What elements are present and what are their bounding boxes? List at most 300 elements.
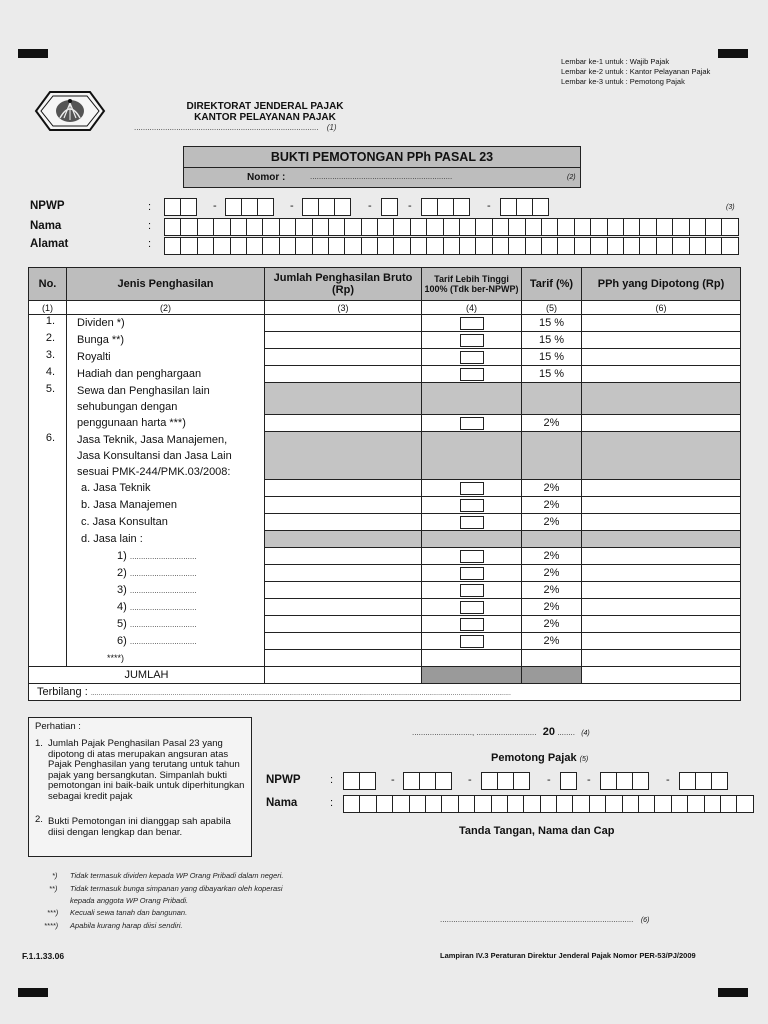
- pph-cell[interactable]: [582, 650, 741, 667]
- char-box[interactable]: [672, 237, 689, 255]
- row-no: [29, 650, 67, 667]
- char-box[interactable]: [623, 237, 640, 255]
- lembar-1: Lembar ke-1 untuk : Wajib Pajak: [561, 57, 670, 66]
- row-label-line: sesuai PMK-244/PMK.03/2008:: [67, 464, 265, 480]
- checkbox[interactable]: [460, 516, 484, 529]
- char-box[interactable]: [523, 795, 540, 813]
- npwp-field-6[interactable]: [500, 198, 548, 216]
- alamat-colon: :: [148, 238, 152, 250]
- char-box[interactable]: [197, 218, 214, 236]
- bruto-cell[interactable]: [265, 633, 422, 650]
- pph-cell[interactable]: [582, 315, 741, 332]
- nomor-dots: ................................................................: [310, 172, 453, 181]
- char-box[interactable]: [361, 237, 378, 255]
- char-box[interactable]: [262, 218, 279, 236]
- perhatian-box: [28, 717, 252, 857]
- table-row: [29, 315, 741, 332]
- char-box[interactable]: [492, 218, 509, 236]
- jumlah-pph-cell[interactable]: [582, 667, 741, 684]
- col-num: (1): [29, 301, 67, 315]
- char-box[interactable]: [410, 237, 427, 255]
- char-box[interactable]: [459, 218, 476, 236]
- char-box[interactable]: [492, 237, 509, 255]
- col-num: (5): [522, 301, 582, 315]
- jumlah-label: JUMLAH: [29, 667, 265, 684]
- pemotong-npwp-field-5[interactable]: [600, 772, 648, 790]
- char-box[interactable]: [262, 237, 279, 255]
- tarif-lebih-cell[interactable]: [422, 415, 522, 432]
- char-box[interactable]: [721, 218, 738, 236]
- row-no: 2.: [29, 332, 67, 349]
- char-box[interactable]: [230, 218, 247, 236]
- tarif-lebih-cell[interactable]: [422, 616, 522, 633]
- char-box[interactable]: [197, 237, 214, 255]
- char-box[interactable]: [164, 237, 181, 255]
- org-heading: [160, 101, 370, 123]
- char-box[interactable]: [607, 237, 624, 255]
- char-box[interactable]: [574, 218, 591, 236]
- npwp-field-5[interactable]: [421, 198, 469, 216]
- row-no: [29, 548, 67, 565]
- tarif-cell: 2%: [522, 582, 582, 599]
- pph-cell[interactable]: [582, 332, 741, 349]
- char-box[interactable]: [459, 237, 476, 255]
- char-box[interactable]: [312, 218, 329, 236]
- checkbox[interactable]: [460, 334, 484, 347]
- pph-cell[interactable]: [582, 616, 741, 633]
- office-name: KANTOR PELAYANAN PAJAK: [194, 112, 336, 123]
- jasa-lain-dots: ..............................: [129, 551, 197, 561]
- footnote-mark: *): [52, 871, 58, 880]
- kpp-name-field[interactable]: [134, 123, 337, 132]
- nomor-ref: (2): [567, 174, 576, 181]
- checkbox[interactable]: [460, 417, 484, 430]
- char-box[interactable]: [540, 795, 557, 813]
- year-label: 20: [542, 726, 555, 738]
- tarif-lebih-cell[interactable]: [422, 565, 522, 582]
- char-box[interactable]: [557, 237, 574, 255]
- row-label-line: penggunaan harta ***): [67, 415, 265, 432]
- jasa-lain-item[interactable]: [67, 616, 265, 633]
- pph-cell[interactable]: [582, 565, 741, 582]
- char-box[interactable]: [689, 237, 706, 255]
- char-box[interactable]: [639, 237, 656, 255]
- tarif-lebih-cell[interactable]: [422, 315, 522, 332]
- char-box[interactable]: [295, 218, 312, 236]
- tarif-cell: 2%: [522, 497, 582, 514]
- char-box[interactable]: [359, 795, 376, 813]
- char-box[interactable]: [671, 795, 688, 813]
- npwp-dash: -: [290, 200, 294, 212]
- pph-cell[interactable]: [582, 548, 741, 565]
- jasa-lain-item[interactable]: [67, 599, 265, 616]
- char-box[interactable]: [574, 237, 591, 255]
- table-row: [29, 650, 741, 667]
- npwp-dash: -: [666, 774, 670, 786]
- checkbox[interactable]: [460, 618, 484, 631]
- pph-cell[interactable]: [582, 582, 741, 599]
- jasa-lain-num: 6): [117, 634, 127, 647]
- npwp-dash: -: [487, 200, 491, 212]
- char-box[interactable]: [687, 795, 704, 813]
- row-label: Royalti: [67, 349, 265, 366]
- pemotong-npwp-field-2[interactable]: [403, 772, 451, 790]
- char-box[interactable]: [525, 237, 542, 255]
- char-box[interactable]: [689, 218, 706, 236]
- row-no: [29, 616, 67, 633]
- grey-cell: [422, 667, 522, 684]
- char-box[interactable]: [426, 237, 443, 255]
- char-box[interactable]: [704, 795, 721, 813]
- char-box[interactable]: [474, 795, 491, 813]
- jasa-lain-item[interactable]: [67, 633, 265, 650]
- char-box[interactable]: [279, 237, 296, 255]
- char-box[interactable]: [590, 237, 607, 255]
- grey-cell: [522, 667, 582, 684]
- empty-cell: [422, 650, 522, 667]
- char-box[interactable]: [491, 795, 508, 813]
- char-box[interactable]: [164, 218, 181, 236]
- char-box[interactable]: [589, 795, 606, 813]
- pemotong-npwp-label: NPWP: [266, 774, 301, 786]
- pph-cell[interactable]: [582, 514, 741, 531]
- footnote-2-cont: kepada anggota WP Orang Pribadi.: [70, 896, 189, 905]
- char-box[interactable]: [541, 237, 558, 255]
- tarif-cell: 2%: [522, 514, 582, 531]
- char-box[interactable]: [376, 795, 393, 813]
- signature-field[interactable]: [440, 909, 649, 927]
- table-row: [29, 582, 741, 599]
- char-box[interactable]: [392, 795, 409, 813]
- char-box[interactable]: [443, 237, 460, 255]
- char-box[interactable]: [180, 237, 197, 255]
- checkbox[interactable]: [460, 368, 484, 381]
- table-row: [29, 633, 741, 650]
- row-no: [29, 582, 67, 599]
- pemotong-npwp-field-3[interactable]: [481, 772, 529, 790]
- char-box[interactable]: [441, 795, 458, 813]
- char-box[interactable]: [475, 237, 492, 255]
- grey-cell: [522, 531, 582, 548]
- bruto-cell[interactable]: [265, 497, 422, 514]
- footnote-mark: ****): [44, 921, 59, 930]
- char-box[interactable]: [393, 218, 410, 236]
- bruto-cell[interactable]: [265, 514, 422, 531]
- footnote-mark: ***): [47, 908, 59, 917]
- npwp-colon: :: [148, 201, 152, 213]
- row-no: [29, 497, 67, 514]
- table-row: [29, 514, 741, 531]
- npwp-label: NPWP: [30, 200, 65, 212]
- char-box[interactable]: [654, 795, 671, 813]
- row-no: 4.: [29, 366, 67, 383]
- char-box[interactable]: [705, 237, 722, 255]
- jasa-lain-item[interactable]: [67, 548, 265, 565]
- year-dots: ........: [557, 728, 575, 737]
- char-box[interactable]: [508, 237, 525, 255]
- grey-cell: [422, 383, 522, 415]
- tarif-lebih-cell[interactable]: [422, 332, 522, 349]
- org-name: DIREKTORAT JENDERAL PAJAK: [186, 101, 344, 112]
- char-box[interactable]: [605, 795, 622, 813]
- nama-field[interactable]: [164, 218, 738, 236]
- tarif-cell: 2%: [522, 480, 582, 497]
- table-row: [29, 366, 741, 383]
- column-number-row: [29, 301, 741, 315]
- tarif-lebih-cell[interactable]: [422, 514, 522, 531]
- char-box[interactable]: [639, 218, 656, 236]
- npwp-dash: -: [213, 200, 217, 212]
- terbilang-row: [29, 684, 741, 701]
- kpp-ref: (1): [326, 123, 337, 132]
- char-box[interactable]: [508, 218, 525, 236]
- header-tarif-lebih: Tarif Lebih Tinggi 100% (Tdk ber-NPWP): [422, 268, 522, 301]
- checkbox[interactable]: [460, 584, 484, 597]
- nomor-banner[interactable]: [183, 167, 581, 188]
- header-tarif: Tarif (%): [522, 268, 582, 301]
- alamat-field[interactable]: [164, 237, 738, 255]
- char-box[interactable]: [572, 795, 589, 813]
- tarif-cell: 2%: [522, 565, 582, 582]
- pph-cell[interactable]: [582, 497, 741, 514]
- pph-cell[interactable]: [582, 415, 741, 432]
- header-pph: PPh yang Dipotong (Rp): [582, 268, 741, 301]
- checkbox[interactable]: [460, 499, 484, 512]
- row-label-line: Jasa Teknik, Jasa Manajemen,: [67, 432, 265, 448]
- char-box[interactable]: [425, 795, 442, 813]
- pemotong-nama-field[interactable]: [343, 795, 753, 813]
- row-label: d. Jasa lain :: [67, 531, 265, 548]
- bruto-cell[interactable]: [265, 366, 422, 383]
- jasa-lain-item[interactable]: [67, 582, 265, 599]
- lampiran-note: Lampiran IV.3 Peraturan Direktur Jenderal Pajak Nomor PER-53/PJ/2009: [440, 951, 696, 960]
- pemotong-npwp-field-6[interactable]: [679, 772, 727, 790]
- bruto-cell[interactable]: [265, 332, 422, 349]
- table-row: [29, 531, 741, 548]
- char-box[interactable]: [672, 218, 689, 236]
- char-box[interactable]: [295, 237, 312, 255]
- table-row: [29, 415, 741, 432]
- footnote-mark: **): [49, 884, 58, 893]
- npwp-field-1[interactable]: [164, 198, 196, 216]
- char-box[interactable]: [180, 218, 197, 236]
- char-box[interactable]: [705, 218, 722, 236]
- col-num: (3): [265, 301, 422, 315]
- char-box[interactable]: [736, 795, 753, 813]
- nama-label: Nama: [30, 220, 62, 232]
- grey-cell: [422, 531, 522, 548]
- tarif-lebih-cell[interactable]: [422, 548, 522, 565]
- char-box[interactable]: [656, 237, 673, 255]
- pemotong-title: [491, 752, 588, 764]
- terbilang-field[interactable]: [29, 684, 741, 701]
- pemotong-npwp-field-1[interactable]: [343, 772, 375, 790]
- char-box[interactable]: [343, 795, 360, 813]
- char-box[interactable]: [361, 218, 378, 236]
- tarif-lebih-cell[interactable]: [422, 480, 522, 497]
- char-box[interactable]: [541, 218, 558, 236]
- bruto-cell[interactable]: [265, 480, 422, 497]
- checkbox[interactable]: [460, 635, 484, 648]
- jasa-lain-num: 5): [117, 617, 127, 630]
- char-box[interactable]: [377, 237, 394, 255]
- checkbox[interactable]: [460, 482, 484, 495]
- registration-mark: [718, 49, 748, 58]
- char-box[interactable]: [607, 218, 624, 236]
- header-no: No.: [29, 268, 67, 301]
- pph-cell[interactable]: [582, 349, 741, 366]
- row-no: [29, 599, 67, 616]
- char-box[interactable]: [344, 218, 361, 236]
- tarif-lebih-cell[interactable]: [422, 633, 522, 650]
- row-no: [29, 531, 67, 548]
- checkbox[interactable]: [460, 550, 484, 563]
- pph-cell[interactable]: [582, 366, 741, 383]
- jumlah-bruto-cell[interactable]: [265, 667, 422, 684]
- jasa-lain-dots: ..............................: [129, 602, 197, 612]
- char-box[interactable]: [230, 237, 247, 255]
- table-row: [29, 432, 741, 448]
- grey-cell: [522, 432, 582, 480]
- row-no: 6.: [29, 432, 67, 448]
- checkbox[interactable]: [460, 351, 484, 364]
- jasa-lain-item[interactable]: [67, 565, 265, 582]
- tarif-lebih-cell[interactable]: [422, 582, 522, 599]
- bruto-cell[interactable]: [265, 565, 422, 582]
- tarif-lebih-cell[interactable]: [422, 349, 522, 366]
- registration-mark: [18, 49, 48, 58]
- row-no: [29, 633, 67, 650]
- char-box[interactable]: [344, 237, 361, 255]
- row-no: [29, 399, 67, 415]
- row-label-line: Jasa Konsultansi dan Jasa Lain: [67, 448, 265, 464]
- tarif-lebih-cell[interactable]: [422, 599, 522, 616]
- char-box[interactable]: [458, 795, 475, 813]
- jasa-lain-dots: ..............................: [129, 619, 197, 629]
- table-row: [29, 349, 741, 366]
- npwp-dash: -: [587, 774, 591, 786]
- row-label: [67, 383, 265, 399]
- checkbox[interactable]: [460, 317, 484, 330]
- char-box[interactable]: [426, 218, 443, 236]
- char-box[interactable]: [638, 795, 655, 813]
- char-box[interactable]: [507, 795, 524, 813]
- alamat-label: Alamat: [30, 238, 69, 250]
- npwp-field-3[interactable]: [302, 198, 350, 216]
- bruto-cell[interactable]: [265, 582, 422, 599]
- npwp-field-4[interactable]: [381, 198, 397, 216]
- header-jenis: Jenis Penghasilan: [67, 268, 265, 301]
- pph-cell[interactable]: [582, 480, 741, 497]
- char-box[interactable]: [720, 795, 737, 813]
- checkbox[interactable]: [460, 567, 484, 580]
- pemotong-ref: (5): [579, 756, 589, 763]
- bruto-cell[interactable]: [265, 650, 422, 667]
- char-box[interactable]: [721, 237, 738, 255]
- char-box[interactable]: [312, 237, 329, 255]
- pemotong-colon: :: [330, 797, 334, 809]
- lembar-list: [561, 57, 710, 87]
- grey-cell: [582, 531, 741, 548]
- char-box[interactable]: [213, 218, 230, 236]
- row-no: [29, 464, 67, 480]
- table-row: [29, 383, 741, 399]
- char-box[interactable]: [656, 218, 673, 236]
- char-box[interactable]: [279, 218, 296, 236]
- row-label: Hadiah dan penghargaan: [67, 366, 265, 383]
- bruto-cell[interactable]: [265, 548, 422, 565]
- table-row: [29, 616, 741, 633]
- char-box[interactable]: [409, 795, 426, 813]
- col-num: (6): [582, 301, 741, 315]
- table-row: [29, 548, 741, 565]
- pemotong-npwp-field-4[interactable]: [560, 772, 576, 790]
- terbilang-dots: ........................................................................................................................................................................................................................: [90, 690, 511, 697]
- char-box[interactable]: [475, 218, 492, 236]
- perhatian-num: 2.: [35, 814, 43, 825]
- date-field[interactable]: [412, 726, 590, 738]
- perhatian-point-2: Bukti Pemotongan ini dianggap sah apabila diisi dengan lengkap dan benar.: [48, 816, 231, 838]
- char-box[interactable]: [393, 237, 410, 255]
- tarif-cell: 2%: [522, 415, 582, 432]
- char-box[interactable]: [213, 237, 230, 255]
- nama-colon: :: [148, 220, 152, 232]
- char-box[interactable]: [590, 218, 607, 236]
- empty-cell: [522, 650, 582, 667]
- table-row: [29, 565, 741, 582]
- bruto-cell[interactable]: [265, 349, 422, 366]
- char-box[interactable]: [410, 218, 427, 236]
- grey-cell: [265, 383, 422, 415]
- char-box[interactable]: [525, 218, 542, 236]
- char-box[interactable]: [622, 795, 639, 813]
- pph-cell[interactable]: [582, 599, 741, 616]
- grey-cell: [582, 432, 741, 480]
- char-box[interactable]: [443, 218, 460, 236]
- tarif-lebih-cell[interactable]: [422, 497, 522, 514]
- char-box[interactable]: [328, 237, 345, 255]
- perhatian-title: Perhatian :: [35, 721, 81, 732]
- lembar-3: Lembar ke-3 untuk : Pemotong Pajak: [561, 77, 685, 86]
- grey-cell: [265, 531, 422, 548]
- npwp-dash: -: [391, 774, 395, 786]
- jasa-lain-num: 1): [117, 549, 127, 562]
- bruto-cell[interactable]: [265, 415, 422, 432]
- col-num: (2): [67, 301, 265, 315]
- char-box[interactable]: [556, 795, 573, 813]
- bruto-cell[interactable]: [265, 599, 422, 616]
- title-banner: [183, 146, 581, 168]
- char-box[interactable]: [623, 218, 640, 236]
- char-box[interactable]: [246, 237, 263, 255]
- bruto-cell[interactable]: [265, 315, 422, 332]
- row-no: [29, 415, 67, 432]
- char-box[interactable]: [557, 218, 574, 236]
- pph-cell[interactable]: [582, 633, 741, 650]
- row-label: b. Jasa Manajemen: [67, 497, 265, 514]
- char-box[interactable]: [377, 218, 394, 236]
- jasa-lain-dots: ..............................: [129, 636, 197, 646]
- char-box[interactable]: [328, 218, 345, 236]
- char-box[interactable]: [246, 218, 263, 236]
- tarif-lebih-cell[interactable]: [422, 366, 522, 383]
- npwp-field-2[interactable]: [225, 198, 273, 216]
- bruto-cell[interactable]: [265, 616, 422, 633]
- tarif-cell: 2%: [522, 548, 582, 565]
- checkbox[interactable]: [460, 601, 484, 614]
- pemotong-title-text: Pemotong Pajak: [491, 752, 577, 764]
- row-label: Bunga **): [67, 332, 265, 349]
